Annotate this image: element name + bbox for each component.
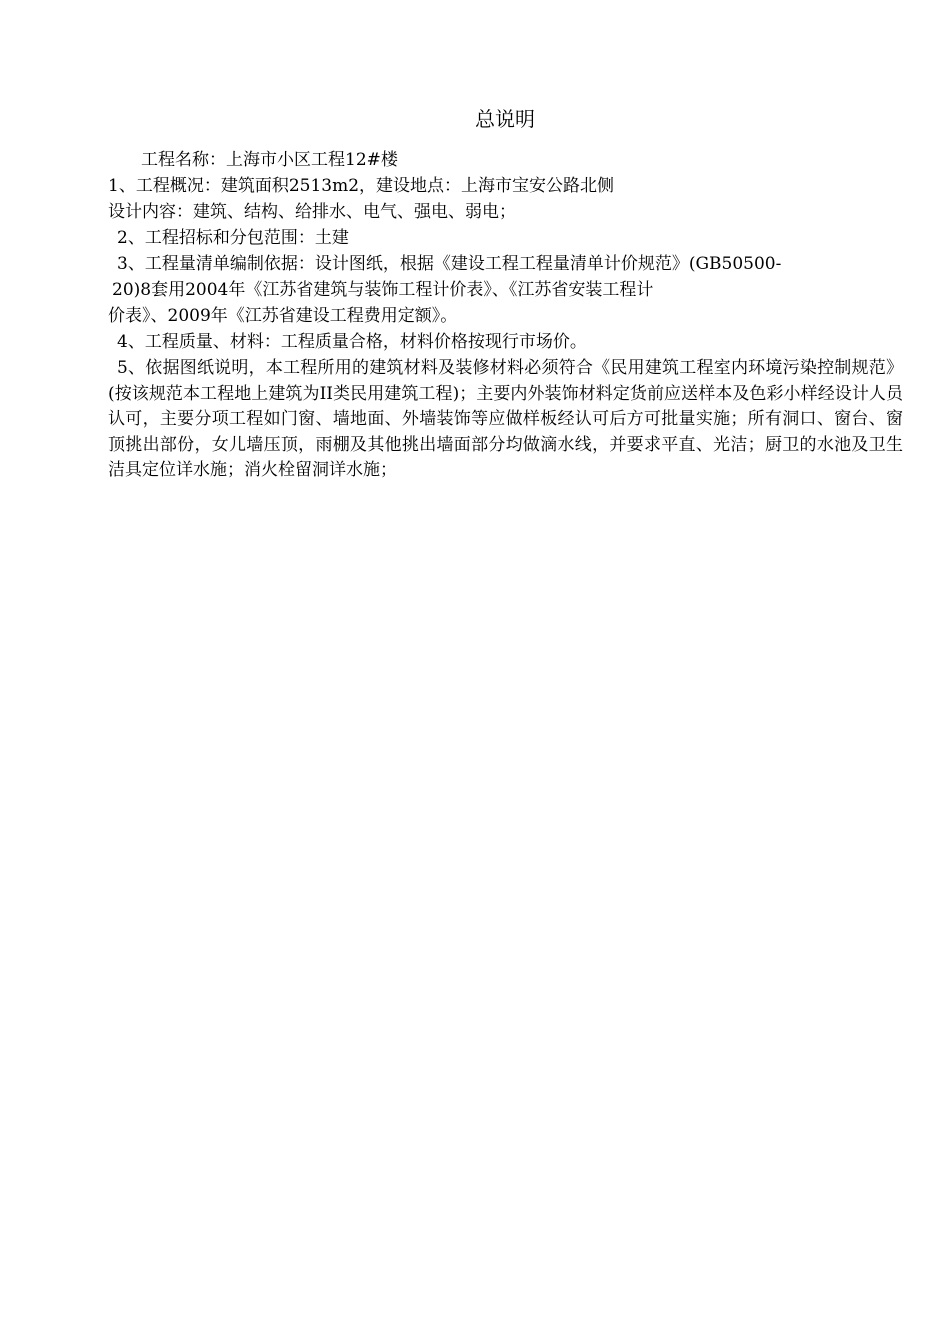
basis-line-1: 3、工程量清单编制依据：设计图纸，根据《建设工程工程量清单计价规范》(GB50500-	[117, 254, 782, 274]
overview-line: 1、工程概况：建筑面积2513m2，建设地点：上海市宝安公路北侧	[108, 176, 615, 196]
basis-line-3: 价表》、2009年《江苏省建设工程费用定额》。	[108, 306, 458, 326]
document-title: 总说明	[475, 107, 535, 131]
scope-line: 2、工程招标和分包范围：土建	[117, 228, 349, 248]
materials-paragraph: 5、依据图纸说明，本工程所用的建筑材料及装修材料必须符合《民用建筑工程室内环境污染控制规范》(按该规范本工程地上建筑为II类民用建筑工程)；主要内外装饰材料定货前应送样本及色彩小样经设计人员认可，主要分项工程如门窗、墙地面、外墙装饰等应做样板经认可后方可批量实施；所有洞口、窗台、窗顶挑出部份，女儿墙压顶，雨棚及其他挑出墙面部分均做滴水线，并要求平直、光洁；厨卫的水池及卫生洁具定位详水施；消火栓留洞详水施；	[108, 358, 903, 480]
project-name-line: 工程名称：上海市小区工程12#楼	[141, 150, 398, 170]
basis-line-2: 20)8套用2004年《江苏省建筑与装饰工程计价表》、《江苏省安装工程计	[112, 280, 654, 300]
quality-line: 4、工程质量、材料：工程质量合格，材料价格按现行市场价。	[117, 332, 587, 352]
design-content-line: 设计内容：建筑、结构、给排水、电气、强电、弱电；	[108, 202, 516, 222]
